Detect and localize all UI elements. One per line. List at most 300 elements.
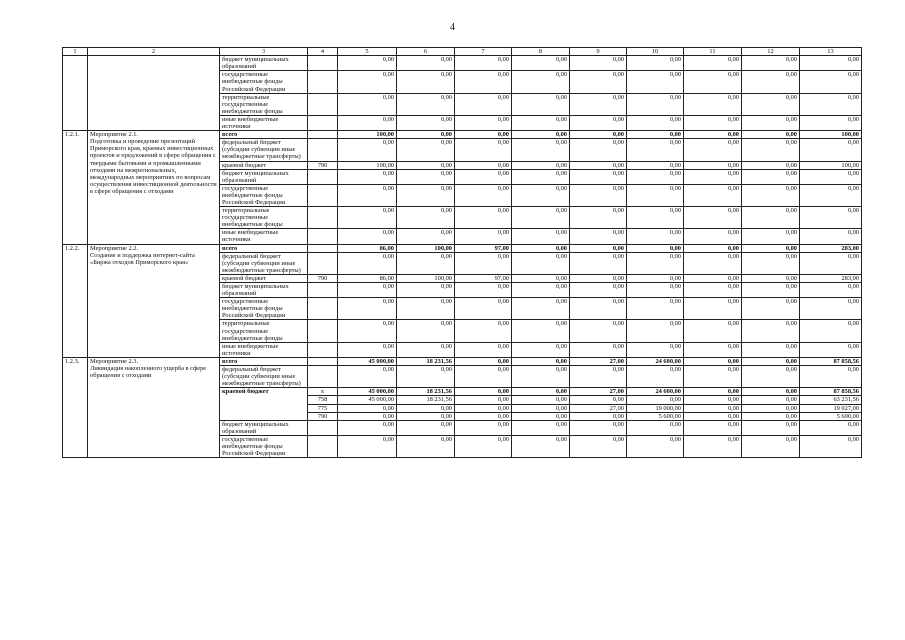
amount-cell: 0,00 — [397, 161, 455, 169]
funding-source: государственные внебюджетные фонды Российской Федерации — [220, 298, 308, 320]
amount-cell: 97,00 — [455, 244, 512, 252]
amount-cell: 0,00 — [512, 56, 570, 71]
amount-cell: 0,00 — [742, 252, 800, 274]
amount-cell: 0,00 — [800, 342, 862, 357]
amount-cell: 0,00 — [627, 396, 684, 404]
amount-cell: 0,00 — [684, 229, 742, 244]
amount-cell: 0,00 — [397, 435, 455, 457]
amount-cell: 0,00 — [338, 71, 397, 93]
amount-cell: 0,00 — [684, 396, 742, 404]
amount-cell: 0,00 — [512, 420, 570, 435]
amount-cell: 0,00 — [397, 93, 455, 115]
amount-cell: 0,00 — [742, 184, 800, 206]
amount-cell: 0,00 — [512, 298, 570, 320]
amount-cell: 0,00 — [338, 283, 397, 298]
budget-code: 758 — [308, 396, 338, 404]
budget-code — [308, 139, 338, 161]
amount-cell: 0,00 — [455, 184, 512, 206]
amount-cell: 0,00 — [570, 342, 627, 357]
amount-cell: 0,00 — [512, 184, 570, 206]
funding-source: бюджет муниципальных образований — [220, 169, 308, 184]
amount-cell: 0,00 — [742, 244, 800, 252]
amount-cell: 0,00 — [397, 298, 455, 320]
amount-cell: 0,00 — [570, 161, 627, 169]
amount-cell: 0,00 — [512, 435, 570, 457]
amount-cell: 0,00 — [684, 366, 742, 388]
amount-cell: 0,00 — [684, 435, 742, 457]
amount-cell: 0,00 — [627, 320, 684, 342]
table-row — [63, 56, 862, 71]
amount-cell: 0,00 — [512, 252, 570, 274]
header-cell-6: 6 — [397, 48, 455, 56]
amount-cell: 0,00 — [742, 131, 800, 139]
header-cell-10: 10 — [627, 48, 684, 56]
funding-source: краевой бюджет — [220, 161, 308, 169]
amount-cell: 0,00 — [338, 169, 397, 184]
amount-cell: 0,00 — [800, 366, 862, 388]
budget-code — [308, 184, 338, 206]
amount-cell: 0,00 — [627, 244, 684, 252]
amount-cell: 0,00 — [742, 388, 800, 396]
amount-cell: 0,00 — [397, 139, 455, 161]
amount-cell: 0,00 — [512, 388, 570, 396]
amount-cell: 0,00 — [684, 252, 742, 274]
amount-cell: 0,00 — [570, 207, 627, 229]
amount-cell: 0,00 — [338, 420, 397, 435]
amount-cell: 0,00 — [684, 244, 742, 252]
funding-source: территориальные государственные внебюджетные фонды — [220, 93, 308, 115]
amount-cell: 0,00 — [397, 404, 455, 412]
amount-cell: 0,00 — [512, 93, 570, 115]
amount-cell: 0,00 — [455, 366, 512, 388]
amount-cell: 0,00 — [627, 366, 684, 388]
budget-code — [308, 298, 338, 320]
amount-cell: 0,00 — [338, 298, 397, 320]
amount-cell: 0,00 — [338, 366, 397, 388]
amount-cell: 0,00 — [512, 169, 570, 184]
amount-cell: 0,00 — [397, 207, 455, 229]
amount-cell: 0,00 — [742, 115, 800, 130]
amount-cell: 0,00 — [338, 184, 397, 206]
amount-cell: 0,00 — [800, 169, 862, 184]
amount-cell: 0,00 — [455, 342, 512, 357]
amount-cell: 0,00 — [742, 229, 800, 244]
amount-cell: 0,00 — [627, 252, 684, 274]
budget-code: 775 — [308, 404, 338, 412]
amount-cell: 0,00 — [455, 298, 512, 320]
funding-source: иные внебюджетные источники — [220, 229, 308, 244]
amount-cell: 86,00 — [338, 244, 397, 252]
amount-cell: 0,00 — [512, 320, 570, 342]
amount-cell: 0,00 — [397, 366, 455, 388]
budget-code — [308, 342, 338, 357]
amount-cell: 0,00 — [627, 139, 684, 161]
amount-cell: 0,00 — [570, 412, 627, 420]
amount-cell: 0,00 — [570, 320, 627, 342]
amount-cell: 0,00 — [684, 184, 742, 206]
amount-cell: 0,00 — [742, 396, 800, 404]
amount-cell: 0,00 — [455, 252, 512, 274]
budget-code — [308, 71, 338, 93]
amount-cell: 0,00 — [455, 161, 512, 169]
amount-cell: 0,00 — [800, 115, 862, 130]
funding-source: краевой бюджет — [220, 388, 308, 420]
amount-cell: 0,00 — [627, 161, 684, 169]
amount-cell: 0,00 — [338, 207, 397, 229]
amount-cell: 27,00 — [570, 357, 627, 365]
amount-cell: 0,00 — [627, 342, 684, 357]
amount-cell: 0,00 — [512, 161, 570, 169]
amount-cell: 0,00 — [627, 207, 684, 229]
amount-cell: 0,00 — [742, 283, 800, 298]
event-number: 1.2.1. — [63, 131, 88, 244]
amount-cell: 0,00 — [512, 412, 570, 420]
funding-source: бюджет муниципальных образований — [220, 56, 308, 71]
header-cell-11: 11 — [684, 48, 742, 56]
amount-cell: 45 000,00 — [338, 396, 397, 404]
amount-cell: 0,00 — [684, 207, 742, 229]
amount-cell: 0,00 — [338, 320, 397, 342]
amount-cell: 0,00 — [742, 139, 800, 161]
amount-cell: 0,00 — [455, 131, 512, 139]
amount-cell: 100,00 — [800, 131, 862, 139]
amount-cell: 19 000,00 — [627, 404, 684, 412]
amount-cell: 0,00 — [397, 115, 455, 130]
amount-cell: 0,00 — [397, 420, 455, 435]
amount-cell: 45 000,00 — [338, 357, 397, 365]
amount-cell: 0,00 — [570, 274, 627, 282]
budget-code — [308, 115, 338, 130]
amount-cell: 0,00 — [627, 115, 684, 130]
budget-code: x — [308, 388, 338, 396]
amount-cell: 0,00 — [512, 274, 570, 282]
amount-cell: 0,00 — [684, 357, 742, 365]
amount-cell: 0,00 — [338, 412, 397, 420]
amount-cell: 27,00 — [570, 404, 627, 412]
amount-cell: 5 600,00 — [800, 412, 862, 420]
amount-cell: 27,00 — [570, 388, 627, 396]
amount-cell: 0,00 — [742, 93, 800, 115]
amount-cell: 0,00 — [570, 56, 627, 71]
amount-cell: 0,00 — [627, 283, 684, 298]
amount-cell: 0,00 — [800, 139, 862, 161]
amount-cell: 0,00 — [684, 342, 742, 357]
amount-cell: 0,00 — [570, 131, 627, 139]
amount-cell: 0,00 — [742, 404, 800, 412]
amount-cell: 0,00 — [742, 298, 800, 320]
amount-cell: 100,00 — [397, 244, 455, 252]
funding-source: федеральный бюджет (субсидии субвенции иные межбюджетные трансферты) — [220, 252, 308, 274]
amount-cell: 100,00 — [800, 161, 862, 169]
amount-cell: 0,00 — [742, 320, 800, 342]
amount-cell: 0,00 — [742, 71, 800, 93]
amount-cell: 24 600,00 — [627, 357, 684, 365]
funding-source: государственные внебюджетные фонды Российской Федерации — [220, 71, 308, 93]
budget-code — [308, 229, 338, 244]
amount-cell: 0,00 — [455, 404, 512, 412]
funding-source: всего — [220, 131, 308, 139]
amount-cell: 0,00 — [570, 244, 627, 252]
amount-cell: 0,00 — [800, 420, 862, 435]
amount-cell: 0,00 — [397, 283, 455, 298]
amount-cell: 0,00 — [684, 274, 742, 282]
amount-cell: 0,00 — [338, 56, 397, 71]
amount-cell: 0,00 — [742, 56, 800, 71]
amount-cell: 0,00 — [570, 283, 627, 298]
amount-cell: 0,00 — [570, 298, 627, 320]
amount-cell: 0,00 — [742, 412, 800, 420]
amount-cell: 0,00 — [570, 139, 627, 161]
amount-cell: 0,00 — [684, 169, 742, 184]
funding-source: всего — [220, 244, 308, 252]
amount-cell: 0,00 — [627, 169, 684, 184]
amount-cell: 0,00 — [397, 169, 455, 184]
amount-cell: 0,00 — [570, 420, 627, 435]
amount-cell: 0,00 — [627, 184, 684, 206]
amount-cell: 0,00 — [684, 320, 742, 342]
amount-cell: 0,00 — [455, 115, 512, 130]
amount-cell: 0,00 — [742, 207, 800, 229]
amount-cell: 0,00 — [570, 169, 627, 184]
header-cell-9: 9 — [570, 48, 627, 56]
amount-cell: 0,00 — [455, 283, 512, 298]
amount-cell: 0,00 — [684, 283, 742, 298]
amount-cell: 0,00 — [512, 404, 570, 412]
event-number: 1.2.2. — [63, 244, 88, 357]
amount-cell: 0,00 — [800, 56, 862, 71]
amount-cell: 0,00 — [455, 229, 512, 244]
header-cell-1: 1 — [63, 48, 88, 56]
amount-cell: 0,00 — [570, 184, 627, 206]
amount-cell: 24 600,00 — [627, 388, 684, 396]
table-row — [63, 131, 862, 139]
event-number: 1.2.3. — [63, 357, 88, 457]
amount-cell: 0,00 — [800, 184, 862, 206]
header-cell-13: 13 — [800, 48, 862, 56]
amount-cell: 0,00 — [397, 131, 455, 139]
amount-cell: 0,00 — [570, 93, 627, 115]
amount-cell: 0,00 — [627, 435, 684, 457]
funding-source: бюджет муниципальных образований — [220, 420, 308, 435]
amount-cell: 0,00 — [397, 71, 455, 93]
budget-code — [308, 131, 338, 139]
amount-cell: 0,00 — [684, 71, 742, 93]
amount-cell: 0,00 — [397, 184, 455, 206]
amount-cell: 0,00 — [742, 274, 800, 282]
budget-code — [308, 244, 338, 252]
amount-cell: 0,00 — [338, 115, 397, 130]
amount-cell: 0,00 — [627, 274, 684, 282]
amount-cell: 0,00 — [512, 71, 570, 93]
header-cell-2: 2 — [88, 48, 220, 56]
amount-cell: 0,00 — [455, 169, 512, 184]
amount-cell: 0,00 — [455, 396, 512, 404]
amount-cell: 86,00 — [338, 274, 397, 282]
budget-code — [308, 56, 338, 71]
amount-cell: 0,00 — [684, 412, 742, 420]
amount-cell: 0,00 — [800, 283, 862, 298]
funding-source: государственные внебюджетные фонды Российской Федерации — [220, 435, 308, 457]
amount-cell: 0,00 — [455, 412, 512, 420]
event-number — [63, 56, 88, 131]
amount-cell: 0,00 — [397, 229, 455, 244]
amount-cell: 0,00 — [455, 320, 512, 342]
amount-cell: 0,00 — [627, 131, 684, 139]
amount-cell: 0,00 — [800, 207, 862, 229]
amount-cell: 0,00 — [455, 56, 512, 71]
amount-cell: 0,00 — [684, 56, 742, 71]
funding-source: государственные внебюджетные фонды Российской Федерации — [220, 184, 308, 206]
page-number: 4 — [450, 22, 455, 33]
event-name — [88, 56, 220, 131]
header-cell-7: 7 — [455, 48, 512, 56]
budget-code: 790 — [308, 412, 338, 420]
amount-cell: 0,00 — [397, 56, 455, 71]
amount-cell: 0,00 — [570, 229, 627, 244]
amount-cell: 0,00 — [627, 56, 684, 71]
amount-cell: 0,00 — [512, 139, 570, 161]
amount-cell: 0,00 — [338, 252, 397, 274]
budget-code — [308, 320, 338, 342]
budget-code: 790 — [308, 274, 338, 282]
amount-cell: 0,00 — [512, 366, 570, 388]
amount-cell: 0,00 — [800, 320, 862, 342]
amount-cell: 45 000,00 — [338, 388, 397, 396]
amount-cell: 0,00 — [684, 388, 742, 396]
amount-cell: 19 027,00 — [800, 404, 862, 412]
budget-code — [308, 252, 338, 274]
budget-code — [308, 366, 338, 388]
budget-code — [308, 283, 338, 298]
amount-cell: 0,00 — [338, 93, 397, 115]
amount-cell: 87 858,56 — [800, 388, 862, 396]
amount-cell: 0,00 — [684, 115, 742, 130]
amount-cell: 0,00 — [338, 229, 397, 244]
amount-cell: 0,00 — [742, 342, 800, 357]
amount-cell: 0,00 — [800, 435, 862, 457]
funding-source: бюджет муниципальных образований — [220, 283, 308, 298]
amount-cell: 0,00 — [512, 396, 570, 404]
budget-code — [308, 93, 338, 115]
amount-cell: 18 231,56 — [397, 357, 455, 365]
amount-cell: 0,00 — [338, 404, 397, 412]
amount-cell: 100,00 — [397, 274, 455, 282]
amount-cell: 0,00 — [338, 342, 397, 357]
funding-source: всего — [220, 357, 308, 365]
amount-cell: 0,00 — [627, 229, 684, 244]
amount-cell: 0,00 — [627, 298, 684, 320]
amount-cell: 0,00 — [455, 71, 512, 93]
amount-cell: 18 231,56 — [397, 388, 455, 396]
amount-cell: 0,00 — [570, 252, 627, 274]
amount-cell: 0,00 — [627, 93, 684, 115]
amount-cell: 0,00 — [800, 252, 862, 274]
header-cell-5: 5 — [338, 48, 397, 56]
amount-cell: 0,00 — [684, 420, 742, 435]
table-row — [63, 244, 862, 252]
amount-cell: 0,00 — [455, 420, 512, 435]
amount-cell: 0,00 — [742, 366, 800, 388]
amount-cell: 0,00 — [512, 244, 570, 252]
amount-cell: 0,00 — [397, 320, 455, 342]
budget-code — [308, 207, 338, 229]
budget-table — [62, 47, 862, 458]
budget-code — [308, 169, 338, 184]
amount-cell: 0,00 — [397, 252, 455, 274]
amount-cell: 0,00 — [570, 396, 627, 404]
amount-cell: 0,00 — [627, 71, 684, 93]
amount-cell: 283,00 — [800, 274, 862, 282]
amount-cell: 0,00 — [512, 207, 570, 229]
amount-cell: 63 231,56 — [800, 396, 862, 404]
amount-cell: 0,00 — [742, 435, 800, 457]
amount-cell: 0,00 — [800, 229, 862, 244]
table-body — [63, 56, 862, 458]
header-row — [63, 48, 862, 56]
header-cell-8: 8 — [512, 48, 570, 56]
amount-cell: 283,00 — [800, 244, 862, 252]
amount-cell: 0,00 — [742, 420, 800, 435]
amount-cell: 0,00 — [742, 357, 800, 365]
budget-code — [308, 435, 338, 457]
amount-cell: 0,00 — [512, 357, 570, 365]
funding-source: федеральный бюджет (субсидии субвенции иные межбюджетные трансферты) — [220, 366, 308, 388]
amount-cell: 0,00 — [512, 115, 570, 130]
amount-cell: 0,00 — [512, 283, 570, 298]
amount-cell: 0,00 — [684, 131, 742, 139]
amount-cell: 0,00 — [570, 115, 627, 130]
event-name: Мероприятие 2.1. Подготовка и проведение презентаций Приморского края, краевых инвестиционных проектов и предложений в сфере обращения с твердыми бытовыми и промышленными отходами на межрегиональных, международных мероприятиях по вопросам осуществления инвестиционной деятельности в сфере обращения с отходами — [88, 131, 220, 244]
header-cell-4: 4 — [308, 48, 338, 56]
amount-cell: 0,00 — [455, 93, 512, 115]
amount-cell: 0,00 — [684, 93, 742, 115]
budget-code — [308, 420, 338, 435]
amount-cell: 87 858,56 — [800, 357, 862, 365]
funding-source: краевой бюджет — [220, 274, 308, 282]
amount-cell: 100,00 — [338, 161, 397, 169]
funding-source: территориальные государственные внебюджетные фонды — [220, 320, 308, 342]
amount-cell: 0,00 — [800, 71, 862, 93]
amount-cell: 0,00 — [684, 139, 742, 161]
amount-cell: 0,00 — [397, 342, 455, 357]
amount-cell: 0,00 — [570, 435, 627, 457]
amount-cell: 0,00 — [512, 342, 570, 357]
funding-source: территориальные государственные внебюджетные фонды — [220, 207, 308, 229]
amount-cell: 0,00 — [455, 139, 512, 161]
amount-cell: 0,00 — [455, 388, 512, 396]
amount-cell: 0,00 — [742, 161, 800, 169]
amount-cell: 0,00 — [684, 298, 742, 320]
budget-code — [308, 357, 338, 365]
funding-source: иные внебюджетные источники — [220, 115, 308, 130]
table-row — [63, 357, 862, 365]
amount-cell: 0,00 — [742, 169, 800, 184]
amount-cell: 5 600,00 — [627, 412, 684, 420]
amount-cell: 0,00 — [512, 131, 570, 139]
amount-cell: 100,00 — [338, 131, 397, 139]
event-name: Мероприятие 2.3. Ликвидация накопленного ущерба в сфере обращения с отходами — [88, 357, 220, 457]
amount-cell: 97,00 — [455, 274, 512, 282]
amount-cell: 0,00 — [455, 435, 512, 457]
amount-cell: 0,00 — [800, 298, 862, 320]
amount-cell: 0,00 — [684, 161, 742, 169]
amount-cell: 0,00 — [397, 412, 455, 420]
funding-source: иные внебюджетные источники — [220, 342, 308, 357]
amount-cell: 0,00 — [570, 71, 627, 93]
amount-cell: 0,00 — [338, 139, 397, 161]
header-cell-12: 12 — [742, 48, 800, 56]
funding-source: федеральный бюджет (субсидии субвенции иные межбюджетные трансферты) — [220, 139, 308, 161]
